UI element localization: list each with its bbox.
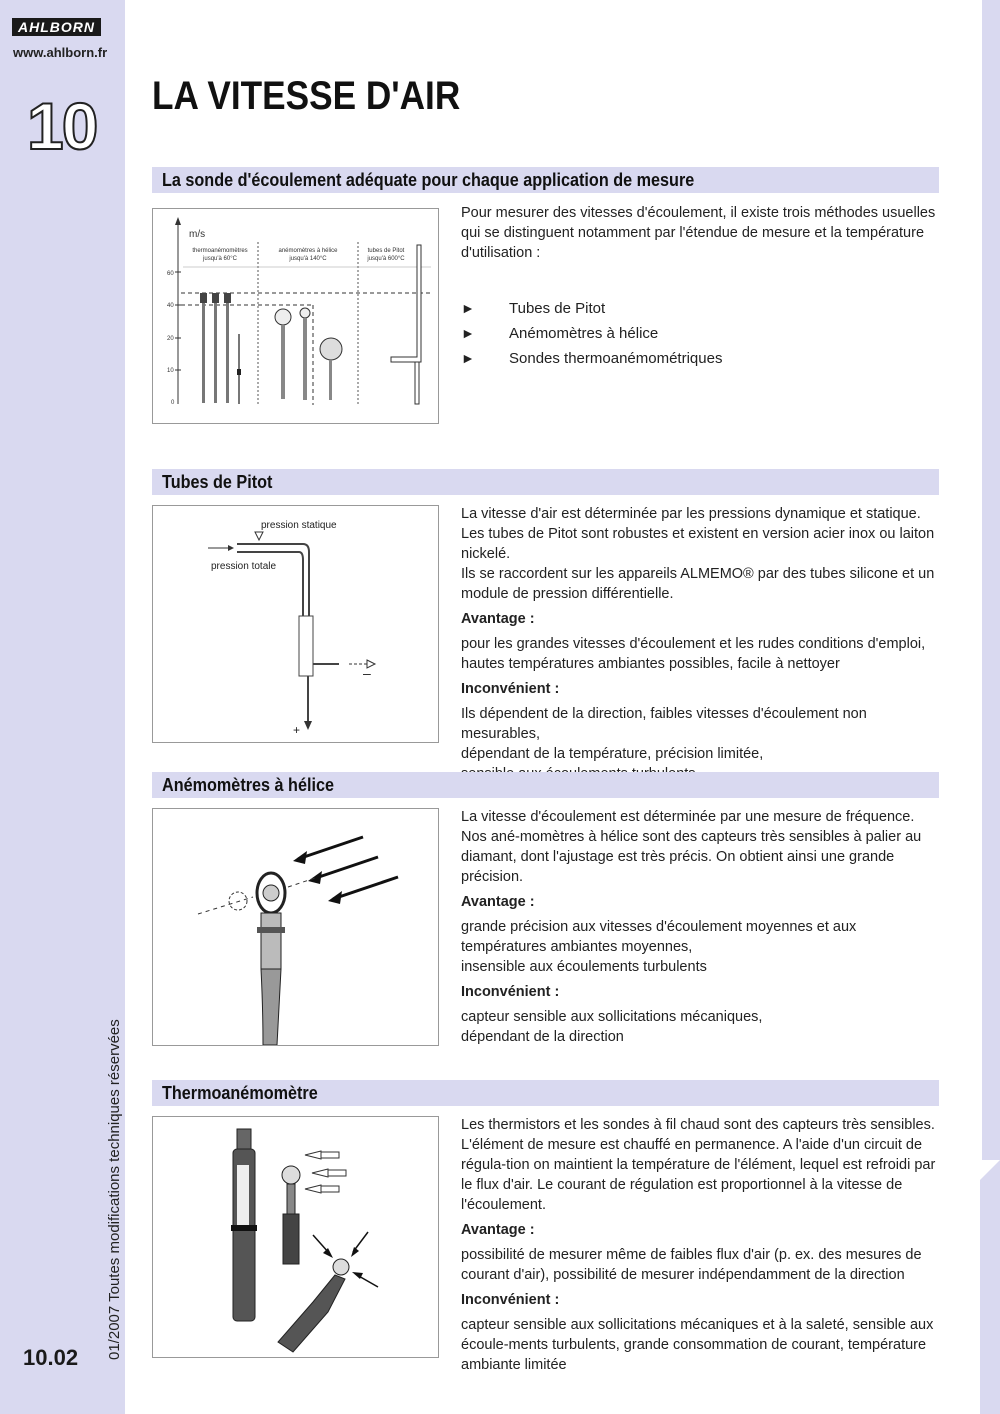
bullet-arrow-icon: ► [461, 300, 475, 316]
col1-line2: jusqu'à 60°C [203, 256, 237, 262]
pitot-text: La vitesse d'air est déterminée par les pressions dynamique et statique. Les tubes de Pitot sont robustes et existent en version acier inox ou laiton nickelé. Ils se raccordent sur les appareils ALMEMO® par des tubes silicone et un module de pression différentielle. Avantage : pour les grandes vitesses d'écoulement et les rudes conditions d'emploi, hautes températures ambiantes possibles, facile à nettoyer Inconvénient : Ils dépendent de la direction, faibles vitesses d'écoulement non mesurables, dépendant de la température, précision limitée, [461, 506, 935, 762]
list-item: ► Sondes thermoanémométriques [461, 346, 722, 371]
thermo-figure [152, 1116, 439, 1358]
helice-diagram-svg [153, 809, 438, 1045]
disadvantage-label: Inconvénient : [461, 1292, 560, 1308]
section-heading-pitot: Tubes de Pitot [152, 469, 939, 495]
advantage-label: Avantage : [461, 611, 535, 627]
chapter-number: 10 [27, 89, 97, 163]
col2-line1: anémomètres à hélice [278, 248, 338, 254]
section-heading-thermo: Thermoanémomètre [152, 1080, 939, 1106]
col3-line2: jusqu'à 600°C [367, 256, 405, 262]
disadvantage-label: Inconvénient : [461, 984, 560, 1000]
axis-unit: m/s [189, 229, 206, 240]
list-item: ► Anémomètres à hélice [461, 321, 722, 346]
list-item: ► Tubes de Pitot [461, 296, 722, 321]
tick-60: 60 [167, 271, 174, 277]
col3-line1: tubes de Pitot [367, 248, 405, 254]
helice-text: La vitesse d'écoulement est déterminée par une mesure de fréquence. Nos ané-momètres à hélice sont des capteurs très sensibles à palier au diamant, dont l'ajustage est très précis. On obtient ainsi une grande précision. Avantage : grande précision aux vitesses d'écoulement moyennes et aux températures ambiantes moyennes, insensible aux écoulements turbulents Inconvénient : capteur sensible aux sollicitations mécaniques, dépendant de la direction [461, 807, 936, 1047]
method-list [461, 296, 722, 371]
section-heading-intro: La sonde d'écoulement adéquate pour chaque application de mesure [152, 167, 939, 193]
intro-text: Pour mesurer des vitesses d'écoulement, il existe trois méthodes usuelles qui se distinguent notamment par l'étendue de mesure et la température d'utilisation : [461, 205, 936, 261]
thermo-diagram-svg [153, 1117, 438, 1357]
pitot-diagram-svg [153, 506, 438, 742]
tick-40: 40 [167, 303, 174, 309]
col1-line1: thermoanémomètres [192, 248, 248, 254]
section-heading-helice: Anémomètres à hélice [152, 772, 939, 798]
website-url: www.ahlborn.fr [13, 45, 108, 60]
page-number: 10.02 [23, 1345, 79, 1370]
thermo-text: Les thermistors et les sondes à fil chaud sont des capteurs très sensibles. L'élément de mesure est chauffé en permanence. A l'aide d'un circuit de régula-tion on maintient la température de l'élément, lequel est refroidi par le flux d'air. Le courant de régulation est proportionnel à la vitesse de l'écoulement. Avantage : possibilité de mesurer même de faibles flux d'air (p. ex. des mesures de courant d'air), possibilité de mesurer indépendamment de la direction Inconvénient : capteur sensible aux sollicitations mécaniques et à la saleté, sensible aux écoule-ments turbulents, grande consommation de courant, température ambiante limitée [461, 1117, 936, 1373]
bullet-arrow-icon: ► [461, 325, 475, 341]
label-minus: – [363, 665, 371, 681]
label-plus: + [293, 723, 301, 737]
bullet-arrow-icon: ► [461, 350, 475, 366]
tick-10: 10 [167, 368, 174, 374]
advantage-label: Avantage : [461, 1222, 535, 1238]
right-edge-band [960, 0, 1000, 1414]
disadvantage-label: Inconvénient : [461, 681, 560, 697]
tick-0: 0 [171, 400, 175, 406]
label-total-pressure: pression totale [211, 561, 277, 572]
helice-figure [152, 808, 439, 1046]
footer-vertical-note: 01/2007 Toutes modifications techniques réservées [106, 1019, 123, 1360]
pitot-figure [152, 505, 439, 743]
range-chart-svg [153, 209, 438, 423]
range-figure [152, 208, 439, 424]
col2-line2: jusqu'à 140°C [289, 256, 327, 262]
page-title: LA VITESSE D'AIR [152, 74, 461, 118]
brand-logo: AHLBORN [12, 18, 101, 36]
tick-20: 20 [167, 336, 174, 342]
advantage-label: Avantage : [461, 894, 535, 910]
label-static-pressure: pression statique [261, 520, 337, 531]
